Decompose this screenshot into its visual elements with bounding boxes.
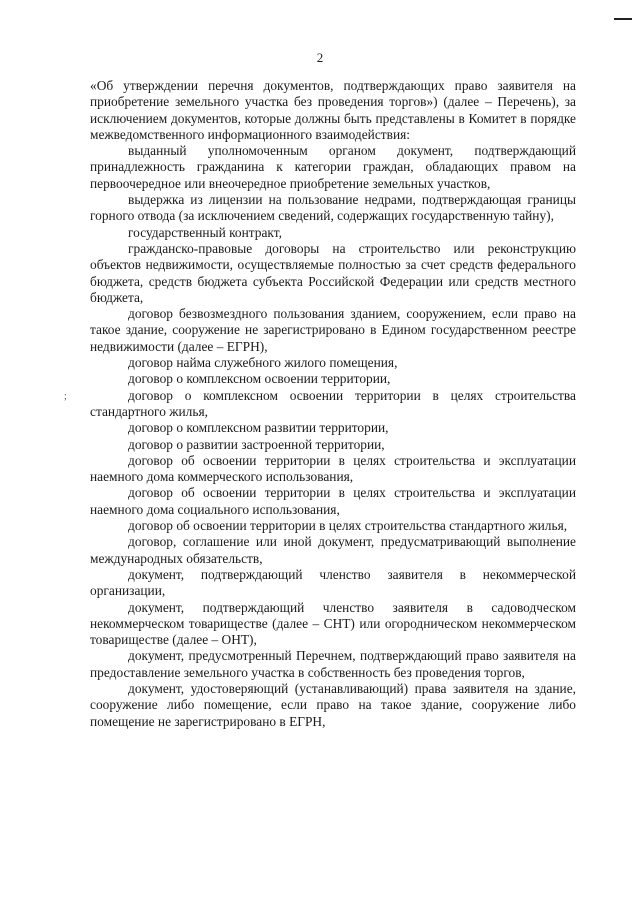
list-item: государственный контракт, (128, 224, 282, 240)
document-body (90, 78, 576, 730)
list-item: выданный уполномоченным органом документ, подтверждающий принадлежность гражданина к категории граждан, обладающих правом на первоочередное или внеочередное приобретение земельных участков, (90, 143, 576, 191)
list-item: договор, соглашение или иной документ, предусматривающий выполнение международных обязательств, (90, 534, 576, 566)
list-item: договор безвозмездного пользования зданием, сооружением, если право на такое здание, сооружение не зарегистрировано в Едином государственном реестре недвижимости (далее – ЕГРН), (90, 306, 576, 354)
list-item: документ, подтверждающий членство заявителя в садоводческом некоммерческом товариществе (далее – СНТ) или огородническом некоммерческом товариществе (далее – ОНТ), (90, 599, 576, 648)
list-item: гражданско-правовые договоры на строительство или реконструкцию объектов недвижимости, осуществляемые полностью за счет средств федерального бюджета, средств бюджета субъекта Российской Федерации или средств местного бюджета, (90, 240, 576, 305)
list-item: документ, предусмотренный Перечнем, подтверждающий право заявителя на предоставление земельного участка в собственность без проведения торгов, (90, 648, 576, 680)
corner-mark (614, 18, 632, 20)
list-item: договор найма служебного жилого помещения, (128, 355, 398, 371)
list-item: договор об освоении территории в целях строительства и эксплуатации наемного дома социального использования, (90, 485, 576, 517)
page-number: 2 (316, 50, 324, 65)
list-item: договор о комплексном развитии территории, (128, 420, 389, 436)
list-item: выдержка из лицензии на пользование недрами, подтверждающая границы горного отвода (за исключением сведений, содержащих государственную тайну), (90, 192, 576, 224)
list-item: договор об освоении территории в целях строительства стандартного жилья, (128, 518, 568, 534)
list-item: документ, удостоверяющий (устанавливающий) права заявителя на здание, сооружение либо помещение, если право на такое здание, сооружение либо помещение не зарегистрировано в ЕГРН, (90, 680, 576, 729)
list-item: договор об освоении территории в целях строительства и эксплуатации наемного дома коммерческого использования, (90, 452, 576, 485)
list-item: договор о комплексном освоении территории, (128, 371, 391, 387)
list-item: договор о комплексном освоении территории в целях строительства стандартного жилья, (90, 387, 576, 419)
paragraph-intro: «Об утверждении перечня документов, подтверждающих право заявителя на приобретение земельного участка без проведения торгов») (далее – Перечень), за исключением документов, которые должны быть представлены в Комитет в порядке межведомственного информационного взаимодействия: (90, 78, 576, 142)
margin-mark: ; (64, 391, 67, 402)
list-item: договор о развитии застроенной территории, (128, 436, 385, 452)
list-item: документ, подтверждающий членство заявителя в некоммерческой организации, (90, 566, 576, 599)
